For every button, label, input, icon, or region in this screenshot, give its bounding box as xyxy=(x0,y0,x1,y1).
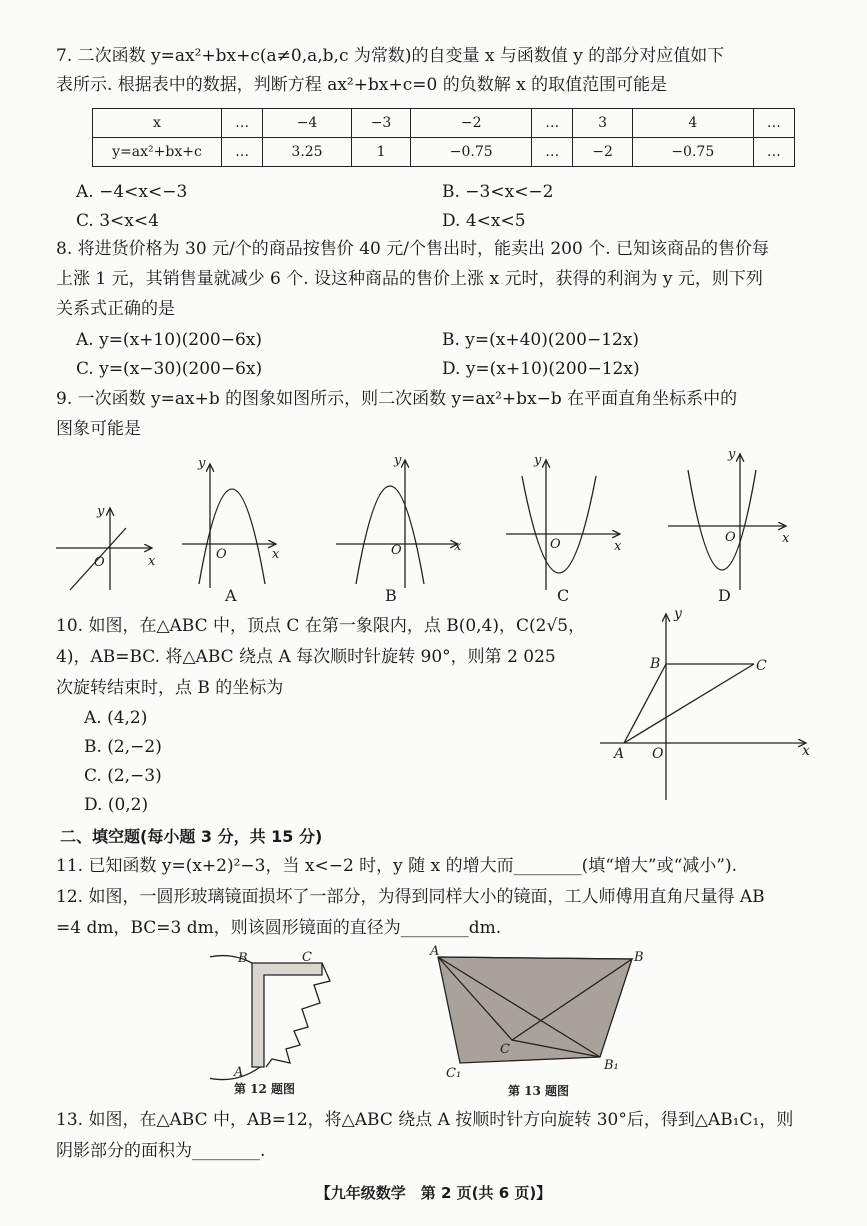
figure-caption: 第 12 题图 xyxy=(234,1082,296,1096)
option-b: B. (2,−2) xyxy=(84,737,162,757)
table-cell: −4 xyxy=(263,109,352,138)
option-b: B. y=(x+40)(200−12x) xyxy=(442,330,640,350)
graph-option-a xyxy=(182,464,276,588)
option-a: A. (4,2) xyxy=(84,708,148,728)
table-cell: … xyxy=(753,138,794,167)
origin-label: O xyxy=(94,555,105,570)
axis-label: y xyxy=(728,447,736,462)
point-label: B xyxy=(650,656,661,672)
choice-label-c: C xyxy=(557,586,570,605)
q10-line3: 次旋转结束时，点 B 的坐标为 xyxy=(56,678,284,698)
origin-label: O xyxy=(725,530,736,545)
origin-label: O xyxy=(652,746,664,762)
point-label: A xyxy=(614,746,625,762)
page-footer: 【九年级数学 第 2 页(共 6 页)】 xyxy=(315,1184,552,1202)
option-b: B. −3<x<−2 xyxy=(442,182,554,202)
option-d: D. (0,2) xyxy=(84,795,149,815)
option-d: D. 4<x<5 xyxy=(442,211,526,231)
table-cell: −3 xyxy=(351,109,411,138)
section-2-heading: 二、填空题(每小题 3 分，共 15 分) xyxy=(60,827,323,846)
point-label: A xyxy=(430,945,440,959)
q12-line2: =4 dm，BC=3 dm，则该圆形镜面的直径为________dm. xyxy=(56,918,502,938)
q7-value-table xyxy=(92,108,795,167)
axis-label: y xyxy=(534,453,542,468)
table-cell: … xyxy=(222,138,263,167)
choice-label-a: A xyxy=(225,586,237,605)
point-label: A xyxy=(234,1065,244,1080)
axis-label: x xyxy=(802,743,810,759)
q8-line1: 8. 将进货价格为 30 元/个的商品按售价 40 元/个售出时，能卖出 200 个. 已知该商品的售价每 xyxy=(56,239,770,259)
option-c: C. 3<x<4 xyxy=(76,211,159,231)
table-cell: 3.25 xyxy=(263,138,352,167)
q7-line1: 7. 二次函数 y=ax²+bx+c(a≠0,a,b,c 为常数)的自变量 x 与函数值 y 的部分对应值如下 xyxy=(56,46,725,66)
q10-line2: 4)，AB=BC. 将△ABC 绕点 A 每次顺时针旋转 90°，则第 2 025 xyxy=(56,647,556,667)
axis-label: x xyxy=(148,554,156,569)
q13-figure xyxy=(420,945,660,1105)
table-row xyxy=(93,138,795,167)
table-row xyxy=(93,109,795,138)
point-label: C xyxy=(756,658,767,674)
table-cell: −2 xyxy=(573,138,633,167)
q12-line1: 12. 如图，一圆形玻璃镜面损坏了一部分，为得到同样大小的镜面，工人师傅用直角尺量得 AB xyxy=(56,887,765,907)
figure-caption: 第 13 题图 xyxy=(508,1084,570,1098)
choice-label-b: B xyxy=(385,586,397,605)
axis-label: x xyxy=(614,539,622,554)
option-c: C. y=(x−30)(200−6x) xyxy=(76,359,263,379)
q9-line1: 9. 一次函数 y=ax+b 的图象如图所示，则二次函数 y=ax²+bx−b 在平面直角坐标系中的 xyxy=(56,389,738,409)
q8-line2: 上涨 1 元，其销售量就减少 6 个. 设这种商品的售价上涨 x 元时，获得的利润为 y 元，则下列 xyxy=(56,269,763,289)
option-d: D. y=(x+10)(200−12x) xyxy=(442,359,640,379)
table-cell: 1 xyxy=(351,138,411,167)
table-cell: −2 xyxy=(411,109,532,138)
point-label: B xyxy=(238,951,248,966)
q12-figure xyxy=(210,945,360,1100)
point-label: C₁ xyxy=(446,1066,462,1081)
option-c: C. (2,−3) xyxy=(84,766,162,786)
origin-label: O xyxy=(550,537,561,552)
origin-label: O xyxy=(391,543,402,558)
axis-label: x xyxy=(454,539,462,554)
origin-label: O xyxy=(216,547,227,562)
q11-text: 11. 已知函数 y=(x+2)²−3，当 x<−2 时，y 随 x 的增大而________(填“增大”或“减小”). xyxy=(56,856,738,876)
axis-label: y xyxy=(674,606,682,622)
table-cell: … xyxy=(753,109,794,138)
q10-line1: 10. 如图，在△ABC 中，顶点 C 在第一象限内，点 B(0,4)，C(2√5， xyxy=(56,616,586,636)
point-label: B₁ xyxy=(604,1058,619,1073)
q13-line2: 阴影部分的面积为________. xyxy=(56,1141,266,1161)
q9-line2: 图象可能是 xyxy=(56,419,141,439)
graph-option-b xyxy=(336,460,458,588)
table-cell: … xyxy=(532,109,573,138)
q7-line2: 表所示. 根据表中的数据，判断方程 ax²+bx+c=0 的负数解 x 的取值范围可能是 xyxy=(56,75,668,95)
point-label: C xyxy=(302,950,312,965)
table-cell: x xyxy=(93,109,222,138)
table-cell: 4 xyxy=(632,109,753,138)
q13-line1: 13. 如图，在△ABC 中，AB=12，将△ABC 绕点 A 按顺时针方向旋转 30°后，得到△AB₁C₁，则 xyxy=(56,1110,794,1130)
table-cell: 3 xyxy=(573,109,633,138)
axis-label: x xyxy=(272,547,280,562)
table-cell: y=ax²+bx+c xyxy=(93,138,222,167)
q10-figure xyxy=(590,600,820,805)
graph-option-d xyxy=(668,454,786,590)
axis-label: y xyxy=(198,456,206,471)
choice-label-d: D xyxy=(718,586,731,605)
table-cell: −0.75 xyxy=(411,138,532,167)
axis-label: y xyxy=(97,504,105,519)
axis-label: y xyxy=(394,453,402,468)
table-cell: … xyxy=(222,109,263,138)
point-label: B xyxy=(634,950,644,965)
option-a: A. y=(x+10)(200−6x) xyxy=(76,330,263,350)
graph-option-c xyxy=(506,460,620,590)
axis-label: x xyxy=(782,531,790,546)
point-label: C xyxy=(500,1042,510,1057)
linear-function-graph xyxy=(56,508,152,590)
table-cell: −0.75 xyxy=(632,138,753,167)
q9-figures xyxy=(0,440,867,610)
q8-line3: 关系式正确的是 xyxy=(56,299,175,319)
option-a: A. −4<x<−3 xyxy=(76,182,188,202)
table-cell: … xyxy=(532,138,573,167)
